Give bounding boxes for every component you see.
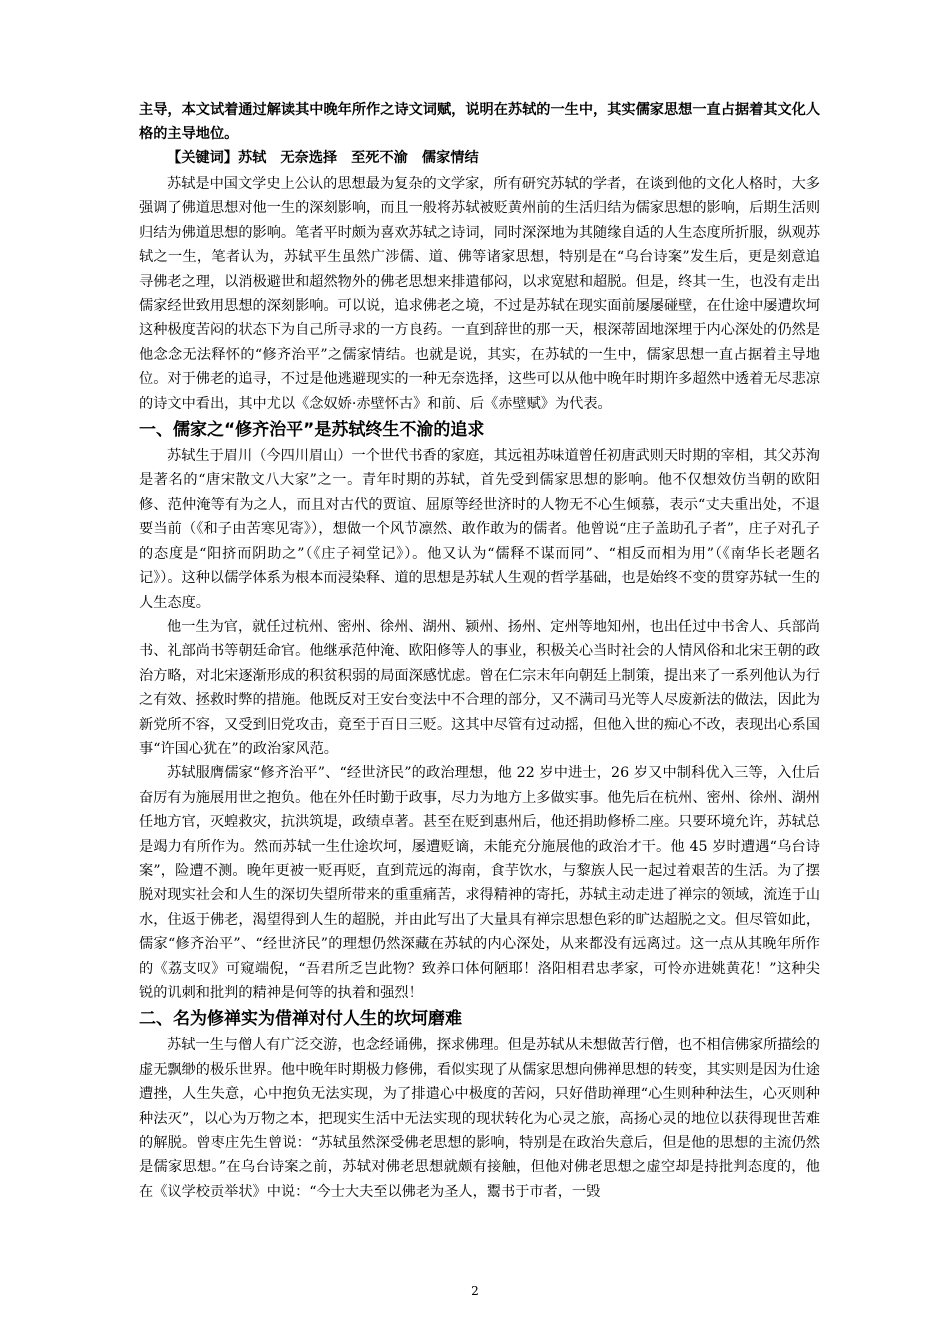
page-body	[139, 98, 820, 1204]
abstract-tail: 主导，本文试着通过解读其中晚年所作之诗文词赋，说明在苏轼的一生中，其实儒家思想一直占据着其文化人格的主导地位。	[139, 102, 821, 142]
keywords-line	[139, 146, 820, 170]
section2-paragraph: 苏轼一生与僧人有广泛交游，也念经诵佛，探求佛理。但是苏轼从未想做苦行僧，也不相信佛家所描绘的虚无飘缈的极乐世界。他中晚年时期极力修佛，看似实现了从儒家思想向佛禅思想的转变，其实则是因为仕途遭挫，人生失意，心中抱负无法实现，为了排遣心中极度的苦闷，只好借助禅理“心生则种种法生，心灭则种种法灭”，以心为万物之本，把现实生活中无法实现的现状转化为心灵之旅，高扬心灵的地位以获得现世苦难的解脱。曾枣庄先生曾说：“苏轼虽然深受佛老思想的影响，特别是在政治失意后，但是他的思想的主流仍然是儒家思想。”在乌台诗案之前，苏轼对佛老思想就颇有接触，但他对佛老思想之虚空却是持批判态度的，他在《议学校贡举状》中说：“今士大夫至以佛老为圣人，鬻书于市者，一毁	[139, 1037, 821, 1200]
keyword-item: 至死不渝	[351, 150, 408, 166]
section-heading-2: 二、名为修禅实为借禅对付人生的坎坷磨难	[139, 1009, 462, 1030]
keyword-item: 无奈选择	[280, 150, 338, 166]
section1-paragraph: 他一生为官，就任过杭州、密州、徐州、湖州、颍州、扬州、定州等地知州，也出任过中书舍人、兵部尚书、礼部尚书等朝廷命官。他继承范仲淹、欧阳修等人的事业，积极关心当时社会的人情风俗和北宋王朝的政治方略，对北宋逐渐形成的积贫积弱的局面深感忧虑。曾在仁宗末年向朝廷上制策，提出来了一系列他认为行之有效、拯救时弊的措施。他既反对王安台变法中不合理的部分，又不满司马光等人尽废新法的做法，因此为新党所不容，又受到旧党攻击，竟至于百日三贬。这其中尽管有过动摇，但他入世的痴心不改，表现出心系国事“许国心犹在”的政治家风范。	[139, 618, 821, 757]
keyword-item: 儒家情结	[421, 150, 479, 166]
intro-paragraph: 苏轼是中国文学史上公认的思想最为复杂的文学家，所有研究苏轼的学者，在谈到他的文化人格时，大多强调了佛道思想对他一生的深刻影响，而且一般将苏轼被贬黄州前的生活归结为儒家思想的影响，后期生活则归结为佛道思想的影响。笔者平时颇为喜欢苏轼之诗词，同时深深地为其随缘自适的人生态度所折服，纵观苏轼之一生，笔者认为，苏轼平生虽然广涉儒、道、佛等诸家思想，特别是在“乌台诗案”发生后，更是刻意追寻佛老之理，以消极避世和超然物外的佛老思想来排遣郁闷，以求宽慰和超脱。但是，终其一生，也没有走出儒家经世致用思想的深刻影响。可以说，追求佛老之境，不过是苏轼在现实面前屡屡碰壁，在仕途中屡遭坎坷这种极度苦闷的状态下为自己所寻求的一方良药。一直到辞世的那一天，根深蒂固地深埋于内心深处的仍然是他念念无法释怀的“修齐治平”之儒家情结。也就是说，其实，在苏轼的一生中，儒家思想一直占据着主导地位。对于佛老的追寻，不过是他逃避现实的一种无奈选择，这些可以从他中晚年时期许多超然中透着无尽悲凉的诗文中看出，其中尤以《念奴娇·赤壁怀古》和前、后《赤壁赋》为代表。	[139, 176, 821, 412]
page-number: 2	[471, 1284, 479, 1298]
keyword-item: 苏轼	[237, 150, 267, 166]
section-heading-1: 一、儒家之“修齐治平”是苏轼终生不渝的追求	[139, 420, 485, 441]
section1-paragraph: 苏轼生于眉川（今四川眉山）一个世代书香的家庭，其远祖苏味道曾任初唐武则天时期的宰相，其父苏洵是著名的“唐宋散文八大家”之一。青年时期的苏轼，首先受到儒家思想的影响。他不仅想效仿当朝的欧阳修、范仲淹等有为之人，而且对古代的贾谊、屈原等经世济时的人物无不心生倾慕，表示“丈夫重出处，不退要当前（《和子由苦寒见寄》），想做一个风节凛然、敢作敢为的儒者。他曾说“庄子盖助孔子者”，庄子对孔子的态度是“阳挤而阴助之”（《庄子祠堂记》）。他又认为“儒释不谋而同”、“相反而相为用”（《南华长老题名记》）。这种以儒学体系为根本而浸染释、道的思想是苏轼人生观的哲学基础，也是始终不变的贯穿苏轼一生的人生态度。	[139, 448, 820, 611]
section1-paragraph: 苏轼服膺儒家“修齐治平”、“经世济民”的政治理想，他 22 岁中进士，26 岁又中制科优入三等，入仕后奋厉有为施展用世之抱负。他在外任时勤于政事，尽力为地方上多做实事。他先后在杭州、密州、徐州、湖州任地方官，灭蝗救灾，抗洪筑堤，政绩卓著。甚至在贬到惠州后，他还捐助修桥二座。只要环境允许，苏轼总是竭力有所作为。然而苏轼一生仕途坎坷，屡遭贬谪，未能充分施展他的政治才干。他 45 岁时遭遇“乌台诗案”，险遭不测。晚年更被一贬再贬，直到荒远的海南，食芋饮水，与黎族人民一起过着艰苦的生活。为了摆脱对现实社会和人生的深切失望所带来的重重痛苦，求得精神的寄托，苏轼主动走进了禅宗的领域，流连于山水，住返于佛老，渴望得到人生的超脱，并由此写出了大量具有禅宗思想色彩的旷达超脱之文。但尽管如此，儒家“修齐治平”、“经世济民”的理想仍然深藏在苏轼的内心深处，从来都没有远离过。这一点从其晚年所作的《荔支叹》可窥端倪，“吾君所乏岂此物？致养口体何陋耶！洛阳相君忠孝家，可怜亦进姚黄花！”这种尖锐的讥刺和批判的精神是何等的执着和强烈！	[139, 765, 821, 1001]
keywords-label: 【关键词】	[167, 150, 238, 166]
